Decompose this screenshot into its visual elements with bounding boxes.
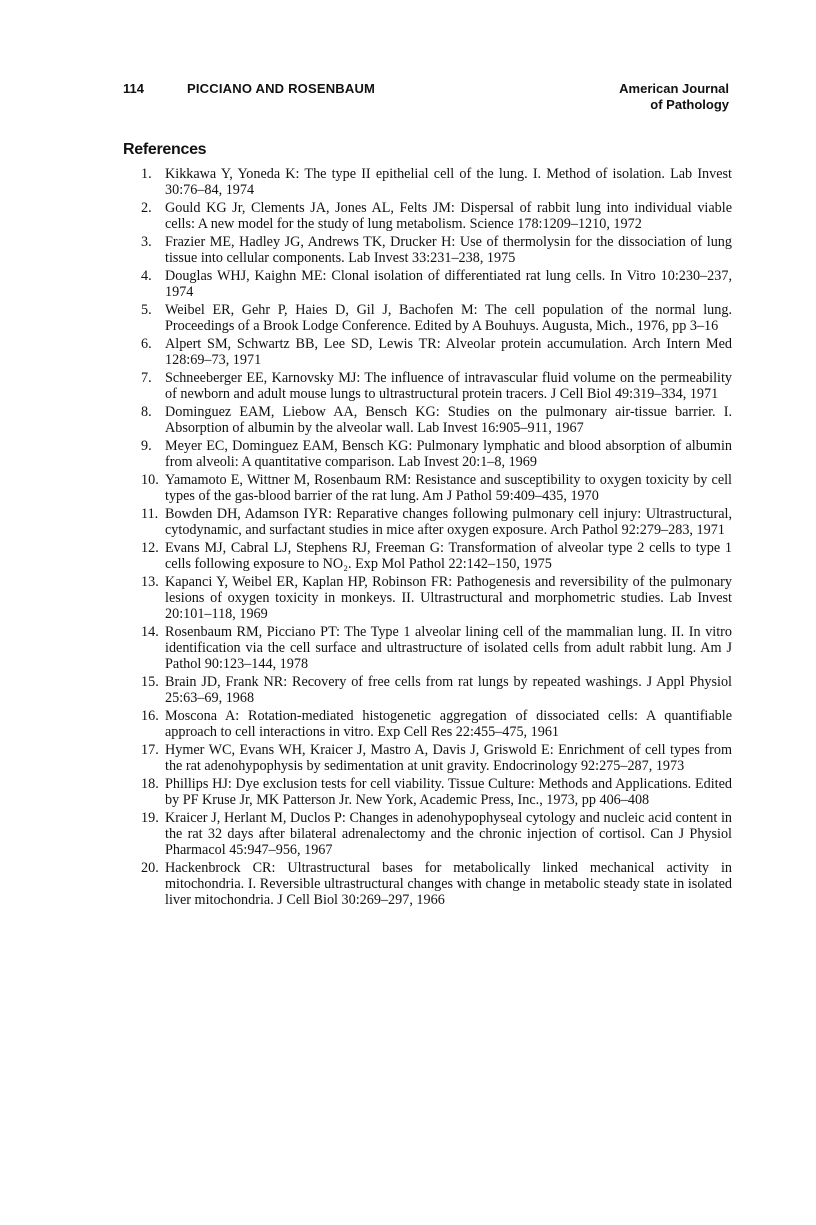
reference-number: 10. (141, 472, 159, 488)
reference-text: Gould KG Jr, Clements JA, Jones AL, Felts JM: Dispersal of rabbit lung into individual viable cells: A new model for the study of lung metabolism. Science 178:1209–1210, 1972 (165, 200, 732, 232)
reference-number: 14. (141, 624, 159, 640)
reference-text: Alpert SM, Schwartz BB, Lee SD, Lewis TR: Alveolar protein accumulation. Arch Intern Med 128:69–73, 1971 (165, 336, 732, 368)
reference-item (120, 438, 732, 470)
reference-item (120, 302, 732, 334)
reference-number: 13. (141, 574, 159, 590)
reference-item (120, 540, 732, 572)
page-number: 114 (123, 81, 144, 96)
reference-number: 20. (141, 860, 159, 876)
reference-item (120, 234, 732, 266)
reference-item (120, 742, 732, 774)
reference-text: Bowden DH, Adamson IYR: Reparative changes following pulmonary cell injury: Ultrastructural, cytodynamic, and surfactant studies in mice after oxygen exposure. Arch Pathol 92:279–283, 1971 (165, 506, 732, 538)
reference-number: 15. (141, 674, 159, 690)
reference-text: Brain JD, Frank NR: Recovery of free cells from rat lungs by repeated washings. J Appl Physiol 25:63–69, 1968 (165, 674, 732, 706)
reference-text: Weibel ER, Gehr P, Haies D, Gil J, Bachofen M: The cell population of the normal lung. Proceedings of a Brook Lodge Conference. Edited by A Bouhuys. Augusta, Mich., 1976, pp 3–16 (165, 302, 732, 334)
reference-item (120, 200, 732, 232)
reference-number: 9. (141, 438, 152, 454)
reference-text: Kraicer J, Herlant M, Duclos P: Changes in adenohypophyseal cytology and nucleic acid content in the rat 32 days after bilateral adrenalectomy and the chronic injection of cortisol. Can J Physiol Pharmacol 45:947–956, 1967 (165, 810, 732, 858)
reference-number: 16. (141, 708, 159, 724)
reference-number: 17. (141, 742, 159, 758)
reference-text: Kapanci Y, Weibel ER, Kaplan HP, Robinson FR: Pathogenesis and reversibility of the pulmonary lesions of oxygen toxicity in monkeys. II. Ultrastructural and morphometric studies. Lab Invest 20:101–118, 1969 (165, 574, 732, 622)
references-heading: References (123, 141, 207, 158)
reference-item (120, 166, 732, 198)
reference-list (120, 166, 732, 910)
reference-text: Meyer EC, Dominguez EAM, Bensch KG: Pulmonary lymphatic and blood absorption of albumin from alveoli: A quantitative comparison. Lab Invest 20:1–8, 1969 (165, 438, 732, 470)
reference-number: 19. (141, 810, 159, 826)
reference-text: Rosenbaum RM, Picciano PT: The Type 1 alveolar lining cell of the mammalian lung. II. In vitro identification via the cell surface and ultrastructure of isolated cells from adult rabbit lung. Am J Pathol 90:123–144, 1978 (165, 624, 732, 672)
reference-item (120, 776, 732, 808)
reference-text: Hymer WC, Evans WH, Kraicer J, Mastro A, Davis J, Griswold E: Enrichment of cell types from the rat adenohypophysis by sedimentation at unit gravity. Endocrinology 92:275–287, 1973 (165, 742, 732, 774)
reference-number: 8. (141, 404, 152, 420)
reference-text: Schneeberger EE, Karnovsky MJ: The influence of intravascular fluid volume on the permeability of newborn and adult mouse lungs to ultrastructural protein tracers. J Cell Biol 49:319–334, 1971 (165, 370, 732, 402)
reference-text: Dominguez EAM, Liebow AA, Bensch KG: Studies on the pulmonary air-tissue barrier. I. Absorption of albumin by the alveolar wall. Lab Invest 16:905–911, 1967 (165, 404, 732, 436)
reference-number: 11. (141, 506, 159, 522)
reference-text: Evans MJ, Cabral LJ, Stephens RJ, Freeman G: Transformation of alveolar type 2 cells to type 1 cells following exposure to NO₂. Exp Mol Pathol 22:142–150, 1975 (165, 540, 732, 572)
reference-item (120, 574, 732, 622)
reference-text: Hackenbrock CR: Ultrastructural bases for metabolically linked mechanical activity in mitochondria. I. Reversible ultrastructural changes with change in metabolic steady state in isolated liver mitochondria. J Cell Biol 30:269–297, 1966 (165, 860, 732, 908)
journal-name (619, 81, 729, 113)
reference-text: Kikkawa Y, Yoneda K: The type II epithelial cell of the lung. I. Method of isolation. Lab Invest 30:76–84, 1974 (165, 166, 732, 198)
running-head: PICCIANO AND ROSENBAUM (187, 81, 376, 96)
reference-number: 4. (141, 268, 152, 284)
reference-number: 7. (141, 370, 152, 386)
reference-number: 3. (141, 234, 152, 250)
reference-item (120, 860, 732, 908)
reference-item (120, 268, 732, 300)
reference-number: 12. (141, 540, 159, 556)
reference-text: Yamamoto E, Wittner M, Rosenbaum RM: Resistance and susceptibility to oxygen toxicity by cell types of the gas-blood barrier of the rat lung. Am J Pathol 59:409–435, 1970 (165, 472, 732, 504)
reference-item (120, 674, 732, 706)
reference-number: 5. (141, 302, 152, 318)
reference-item (120, 370, 732, 402)
reference-item (120, 336, 732, 368)
reference-item (120, 472, 732, 504)
reference-text: Moscona A: Rotation-mediated histogenetic aggregation of dissociated cells: A quantifiable approach to cell interactions in vitro. Exp Cell Res 22:455–475, 1961 (165, 708, 732, 740)
reference-number: 18. (141, 776, 159, 792)
reference-item (120, 810, 732, 858)
reference-text: Phillips HJ: Dye exclusion tests for cell viability. Tissue Culture: Methods and Applications. Edited by PF Kruse Jr, MK Patterson Jr. New York, Academic Press, Inc., 1973, pp 406–408 (165, 776, 732, 808)
reference-text: Frazier ME, Hadley JG, Andrews TK, Drucker H: Use of thermolysin for the dissociation of lung tissue into cellular components. Lab Invest 33:231–238, 1975 (165, 234, 732, 266)
reference-item (120, 404, 732, 436)
reference-text: Douglas WHJ, Kaighn ME: Clonal isolation of differentiated rat lung cells. In Vitro 10:230–237, 1974 (165, 268, 732, 300)
reference-number: 2. (141, 200, 152, 216)
reference-item (120, 624, 732, 672)
reference-item (120, 506, 732, 538)
reference-item (120, 708, 732, 740)
reference-number: 1. (141, 166, 152, 182)
journal-name-line1: American Journal (619, 81, 729, 96)
reference-number: 6. (141, 336, 152, 352)
journal-name-line2: of Pathology (650, 97, 729, 112)
